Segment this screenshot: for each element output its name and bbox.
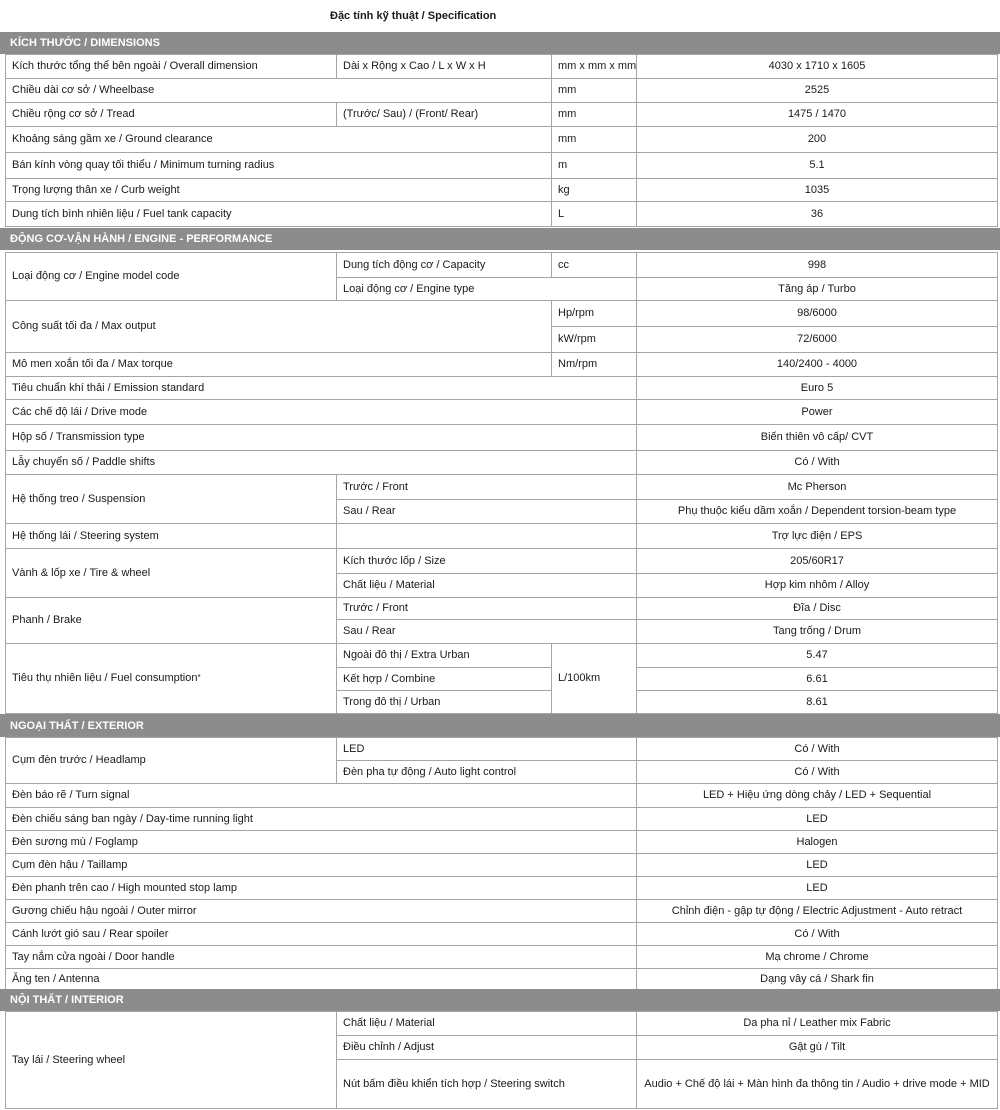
- spec-sub: [336, 1011, 637, 1036]
- spec-sub: [336, 667, 552, 691]
- spec-label: [5, 252, 337, 301]
- spec-value: [636, 737, 998, 761]
- spec-label: [5, 54, 337, 79]
- spec-value-text: Mạ chrome / Chrome: [765, 950, 869, 963]
- spec-value-text: 140/2400 - 4000: [776, 358, 858, 371]
- spec-label-text: Tay nắm cửa ngoài / Door handle: [12, 950, 175, 963]
- spec-label: [5, 474, 337, 524]
- spec-unit: [551, 252, 637, 278]
- spec-value: [636, 424, 998, 451]
- spec-value: [636, 450, 998, 475]
- spec-label: [5, 126, 552, 153]
- spec-label-text: Vành & lốp xe / Tire & wheel: [12, 566, 151, 579]
- spec-value-text: 72/6000: [797, 333, 837, 346]
- spec-value-text: 998: [807, 258, 827, 271]
- spec-label: [5, 945, 637, 969]
- spec-value-text: Có / With: [794, 765, 840, 778]
- spec-value: [636, 876, 998, 900]
- spec-label: [5, 152, 552, 179]
- spec-value: [636, 499, 998, 524]
- spec-unit: [551, 126, 637, 153]
- section-interior: [0, 989, 1000, 1011]
- spec-value: [636, 1035, 998, 1060]
- spec-label-text: Công suất tối đa / Max output: [12, 320, 156, 333]
- spec-value: [636, 54, 998, 79]
- spec-sub: [336, 690, 552, 714]
- spec-value-text: Chỉnh điện - gập tự động / Electric Adjustment - Auto retract: [671, 904, 963, 917]
- spec-label: [5, 399, 637, 425]
- spec-value: [636, 945, 998, 969]
- spec-unit: [551, 326, 637, 353]
- spec-sub-text: Chất liệu / Material: [343, 579, 435, 592]
- spec-label-text: Chiều rộng cơ sở / Tread: [12, 108, 135, 121]
- spec-label-text: Cánh lướt gió sau / Rear spoiler: [12, 927, 169, 940]
- spec-label-text: Chiều dài cơ sở / Wheelbase: [12, 84, 155, 97]
- spec-value: [636, 300, 998, 327]
- spec-sub-text: Kết hợp / Combine: [343, 672, 436, 685]
- spec-sub-text: Ngoài đô thị / Extra Urban: [343, 649, 470, 662]
- spec-label-text: Hộp số / Transmission type: [12, 431, 145, 444]
- spec-value-text: LED: [806, 881, 828, 894]
- spec-unit-text: kW/rpm: [558, 333, 596, 346]
- spec-label-text: Các chế độ lái / Drive mode: [12, 405, 148, 418]
- spec-label-text: Dung tích bình nhiên liệu / Fuel tank capacity: [12, 207, 232, 220]
- spec-value: [636, 1011, 998, 1036]
- spec-sub: [336, 737, 637, 761]
- spec-value-text: Gật gù / Tilt: [788, 1041, 846, 1054]
- spec-value: [636, 178, 998, 202]
- spec-value-text: 5.1: [809, 159, 825, 172]
- spec-label-text: Đèn phanh trên cao / High mounted stop lamp: [12, 881, 238, 894]
- spec-sub-text: Đèn pha tự động / Auto light control: [343, 765, 517, 778]
- spec-value: [636, 783, 998, 808]
- spec-value: [636, 399, 998, 425]
- spec-value: [636, 830, 998, 854]
- spec-label-text: Trọng lượng thân xe / Curb weight: [12, 183, 180, 196]
- spec-value-text: Phụ thuộc kiểu dầm xoắn / Dependent torsion-beam type: [677, 505, 957, 518]
- spec-sub-text: Điều chỉnh / Adjust: [343, 1041, 435, 1054]
- spec-value-text: Trợ lực điện / EPS: [771, 529, 863, 542]
- spec-label-text: Đèn sương mù / Foglamp: [12, 835, 138, 848]
- spec-label-text: Kích thước tổng thể bên ngoài / Overall dimension: [12, 60, 258, 73]
- spec-label-text: Hệ thống lái / Steering system: [12, 529, 159, 542]
- spec-sub: [336, 573, 637, 598]
- spec-label-text: Đèn báo rẽ / Turn signal: [12, 789, 130, 802]
- spec-value: [636, 523, 998, 549]
- section-engine-title: ĐỘNG CƠ-VẬN HÀNH / ENGINE - PERFORMANCE: [10, 233, 273, 245]
- spec-value-text: 1475 / 1470: [787, 108, 847, 121]
- section-dimensions-title: KÍCH THƯỚC / DIMENSIONS: [10, 37, 160, 49]
- spec-label: [5, 424, 637, 451]
- spec-sub: [336, 54, 552, 79]
- spec-value: [636, 690, 998, 714]
- spec-unit-text: mm x mm x mm: [558, 60, 637, 73]
- spec-value-text: 98/6000: [797, 307, 837, 320]
- spec-sub-text: LED: [343, 742, 365, 755]
- spec-value: [636, 102, 998, 127]
- spec-unit-text: mm: [558, 84, 577, 97]
- spec-unit-text: cc: [558, 258, 569, 271]
- spec-value-text: LED: [806, 858, 828, 871]
- spec-label: [5, 178, 552, 202]
- spec-label: [5, 201, 552, 227]
- spec-label: [5, 853, 637, 877]
- spec-value-text: 2525: [804, 84, 830, 97]
- section-exterior: [0, 714, 1000, 737]
- spec-label-text: Bán kính vòng quay tối thiểu / Minimum turning radius: [12, 159, 275, 172]
- spec-value: [636, 201, 998, 227]
- section-exterior-title: NGOẠI THẤT / EXTERIOR: [10, 719, 144, 732]
- spec-label: [5, 783, 637, 808]
- spec-value: [636, 277, 998, 301]
- spec-label: [5, 807, 637, 831]
- spec-unit: [551, 102, 637, 127]
- spec-sub: [336, 499, 637, 524]
- spec-label: [5, 548, 337, 598]
- spec-sub: [336, 474, 637, 500]
- page-title: Đặc tính kỹ thuật / Specification: [330, 10, 497, 22]
- spec-value-text: 4030 x 1710 x 1605: [768, 60, 866, 73]
- spec-value: [636, 760, 998, 784]
- spec-value: [636, 252, 998, 278]
- spec-value-text: 6.61: [806, 672, 828, 685]
- spec-unit: [551, 54, 637, 79]
- spec-sub-text: Nút bấm điều khiển tích hợp / Steering switch: [343, 1077, 565, 1090]
- spec-value: [636, 619, 998, 644]
- spec-sub-text: Trong đô thị / Urban: [343, 695, 441, 708]
- spec-sub-text: Trước / Front: [343, 602, 408, 615]
- spec-label: [5, 376, 637, 400]
- spec-sub-text: Sau / Rear: [343, 505, 396, 518]
- spec-label-text: Mô men xoắn tối đa / Max torque: [12, 358, 173, 371]
- spec-sub-text: Kích thước lốp / Size: [343, 554, 446, 567]
- spec-label-text: Phanh / Brake: [12, 614, 82, 627]
- spec-label: [5, 300, 552, 353]
- spec-sub-text: Trước / Front: [343, 480, 408, 493]
- spec-value: [636, 643, 998, 668]
- spec-label: [5, 830, 637, 854]
- spec-value-text: Hợp kim nhôm / Alloy: [764, 579, 870, 592]
- spec-unit-text: mm: [558, 108, 577, 121]
- spec-unit-text: Nm/rpm: [558, 358, 598, 371]
- spec-label: [5, 876, 637, 900]
- spec-sub-text: Loại động cơ / Engine type: [343, 282, 475, 295]
- spec-sub-text: Dài x Rộng x Cao / L x W x H: [343, 60, 486, 73]
- spec-value-text: 5.47: [806, 649, 828, 662]
- spec-value: [636, 376, 998, 400]
- spec-sub: [336, 252, 552, 278]
- spec-label: [5, 1011, 337, 1109]
- spec-unit: [551, 178, 637, 202]
- spec-label: [5, 450, 637, 475]
- spec-value-text: 205/60R17: [790, 554, 844, 567]
- spec-label-text: Lẫy chuyển số / Paddle shifts: [12, 456, 156, 469]
- spec-sub: [336, 643, 552, 668]
- spec-value: [636, 474, 998, 500]
- spec-label-text: Tiêu chuẩn khí thải / Emission standard: [12, 381, 205, 394]
- section-engine: [0, 228, 1000, 250]
- spec-sub: [336, 523, 637, 549]
- spec-label-text: Loại động cơ / Engine model code: [12, 270, 180, 283]
- spec-value-text: Có / With: [794, 927, 840, 940]
- spec-unit-text: Hp/rpm: [558, 307, 595, 320]
- spec-label: [5, 737, 337, 784]
- spec-value: [636, 968, 998, 990]
- spec-value-text: Mc Pherson: [787, 480, 847, 493]
- spec-sub: [336, 102, 552, 127]
- spec-value-text: Dạng vây cá / Shark fin: [760, 972, 874, 985]
- spec-value-text: Da pha nỉ / Leather mix Fabric: [743, 1017, 891, 1030]
- spec-sub: [336, 1059, 637, 1109]
- spec-label-text: Ăng ten / Antenna: [12, 972, 100, 985]
- spec-value: [636, 548, 998, 574]
- spec-label-text: Gương chiếu hậu ngoài / Outer mirror: [12, 904, 197, 917]
- spec-label: [5, 643, 337, 714]
- spec-unit: [551, 152, 637, 179]
- spec-value: [636, 126, 998, 153]
- spec-label-text: Tiêu thụ nhiên liệu / Fuel consumption: [12, 672, 198, 685]
- spec-value-text: 1035: [804, 183, 830, 196]
- spec-value-text: LED: [806, 812, 828, 825]
- footnote-mark: *: [197, 673, 201, 683]
- spec-sub-text: Dung tích động cơ / Capacity: [343, 258, 486, 271]
- spec-label: [5, 523, 337, 549]
- spec-value-text: Power: [801, 405, 833, 418]
- spec-sub: [336, 597, 637, 620]
- spec-value: [636, 573, 998, 598]
- spec-value: [636, 807, 998, 831]
- spec-label: [5, 78, 552, 103]
- spec-value: [636, 1059, 998, 1109]
- spec-value: [636, 899, 998, 923]
- spec-value: [636, 597, 998, 620]
- spec-value-text: Audio + Chế độ lái + Màn hình đa thông tin / Audio + drive mode + MID: [644, 1077, 990, 1090]
- spec-sub: [336, 760, 637, 784]
- spec-sub: [336, 277, 637, 301]
- spec-label-text: Đèn chiếu sáng ban ngày / Day-time running light: [12, 812, 253, 825]
- spec-unit-text: m: [558, 159, 568, 172]
- spec-value-text: LED + Hiệu ứng dòng chảy / LED + Sequential: [702, 789, 932, 802]
- spec-sub: [336, 619, 637, 644]
- spec-unit-text: kg: [558, 183, 570, 196]
- spec-value-text: Euro 5: [800, 381, 834, 394]
- spec-unit-text: mm: [558, 133, 577, 146]
- spec-value: [636, 853, 998, 877]
- spec-label-text: Hệ thống treo / Suspension: [12, 492, 146, 505]
- spec-label: [5, 352, 552, 377]
- spec-value-text: Có / With: [794, 456, 840, 469]
- spec-sub-text: Chất liệu / Material: [343, 1017, 435, 1030]
- spec-unit: [551, 352, 637, 377]
- spec-value: [636, 352, 998, 377]
- spec-unit: [551, 643, 637, 714]
- spec-label: [5, 102, 337, 127]
- spec-value-text: Biến thiên vô cấp/ CVT: [760, 431, 874, 444]
- spec-value-text: 8.61: [806, 695, 828, 708]
- spec-unit: [551, 78, 637, 103]
- spec-value: [636, 667, 998, 691]
- section-interior-title: NỘI THẤT / INTERIOR: [10, 994, 124, 1006]
- spec-sub: [336, 548, 637, 574]
- spec-label: [5, 968, 637, 990]
- spec-value-text: 36: [810, 207, 824, 220]
- spec-label: [5, 922, 637, 946]
- spec-label: [5, 899, 637, 923]
- section-dimensions: [0, 32, 1000, 54]
- spec-unit-text: L/100km: [558, 672, 601, 685]
- spec-unit: [551, 300, 637, 327]
- spec-value-text: Halogen: [796, 835, 838, 848]
- spec-unit: [551, 201, 637, 227]
- spec-value-text: Tăng áp / Turbo: [778, 282, 856, 295]
- spec-label-text: Cụm đèn trước / Headlamp: [12, 754, 146, 767]
- spec-unit-text: L: [558, 207, 565, 220]
- spec-value-text: Có / With: [794, 742, 840, 755]
- spec-label: [5, 597, 337, 644]
- spec-value: [636, 922, 998, 946]
- spec-label-text: Tay lái / Steering wheel: [12, 1053, 126, 1066]
- spec-label-text: Cụm đèn hậu / Taillamp: [12, 858, 128, 871]
- spec-value-text: Đĩa / Disc: [793, 602, 841, 615]
- spec-value-text: Tang trống / Drum: [772, 625, 862, 638]
- spec-sub: [336, 1035, 637, 1060]
- spec-value: [636, 78, 998, 103]
- spec-value: [636, 152, 998, 179]
- spec-value-text: 200: [807, 133, 827, 146]
- spec-value: [636, 326, 998, 353]
- spec-sub-text: Sau / Rear: [343, 625, 396, 638]
- spec-sub-text: (Trước/ Sau) / (Front/ Rear): [343, 108, 479, 121]
- spec-label-text: Khoảng sáng gầm xe / Ground clearance: [12, 133, 213, 146]
